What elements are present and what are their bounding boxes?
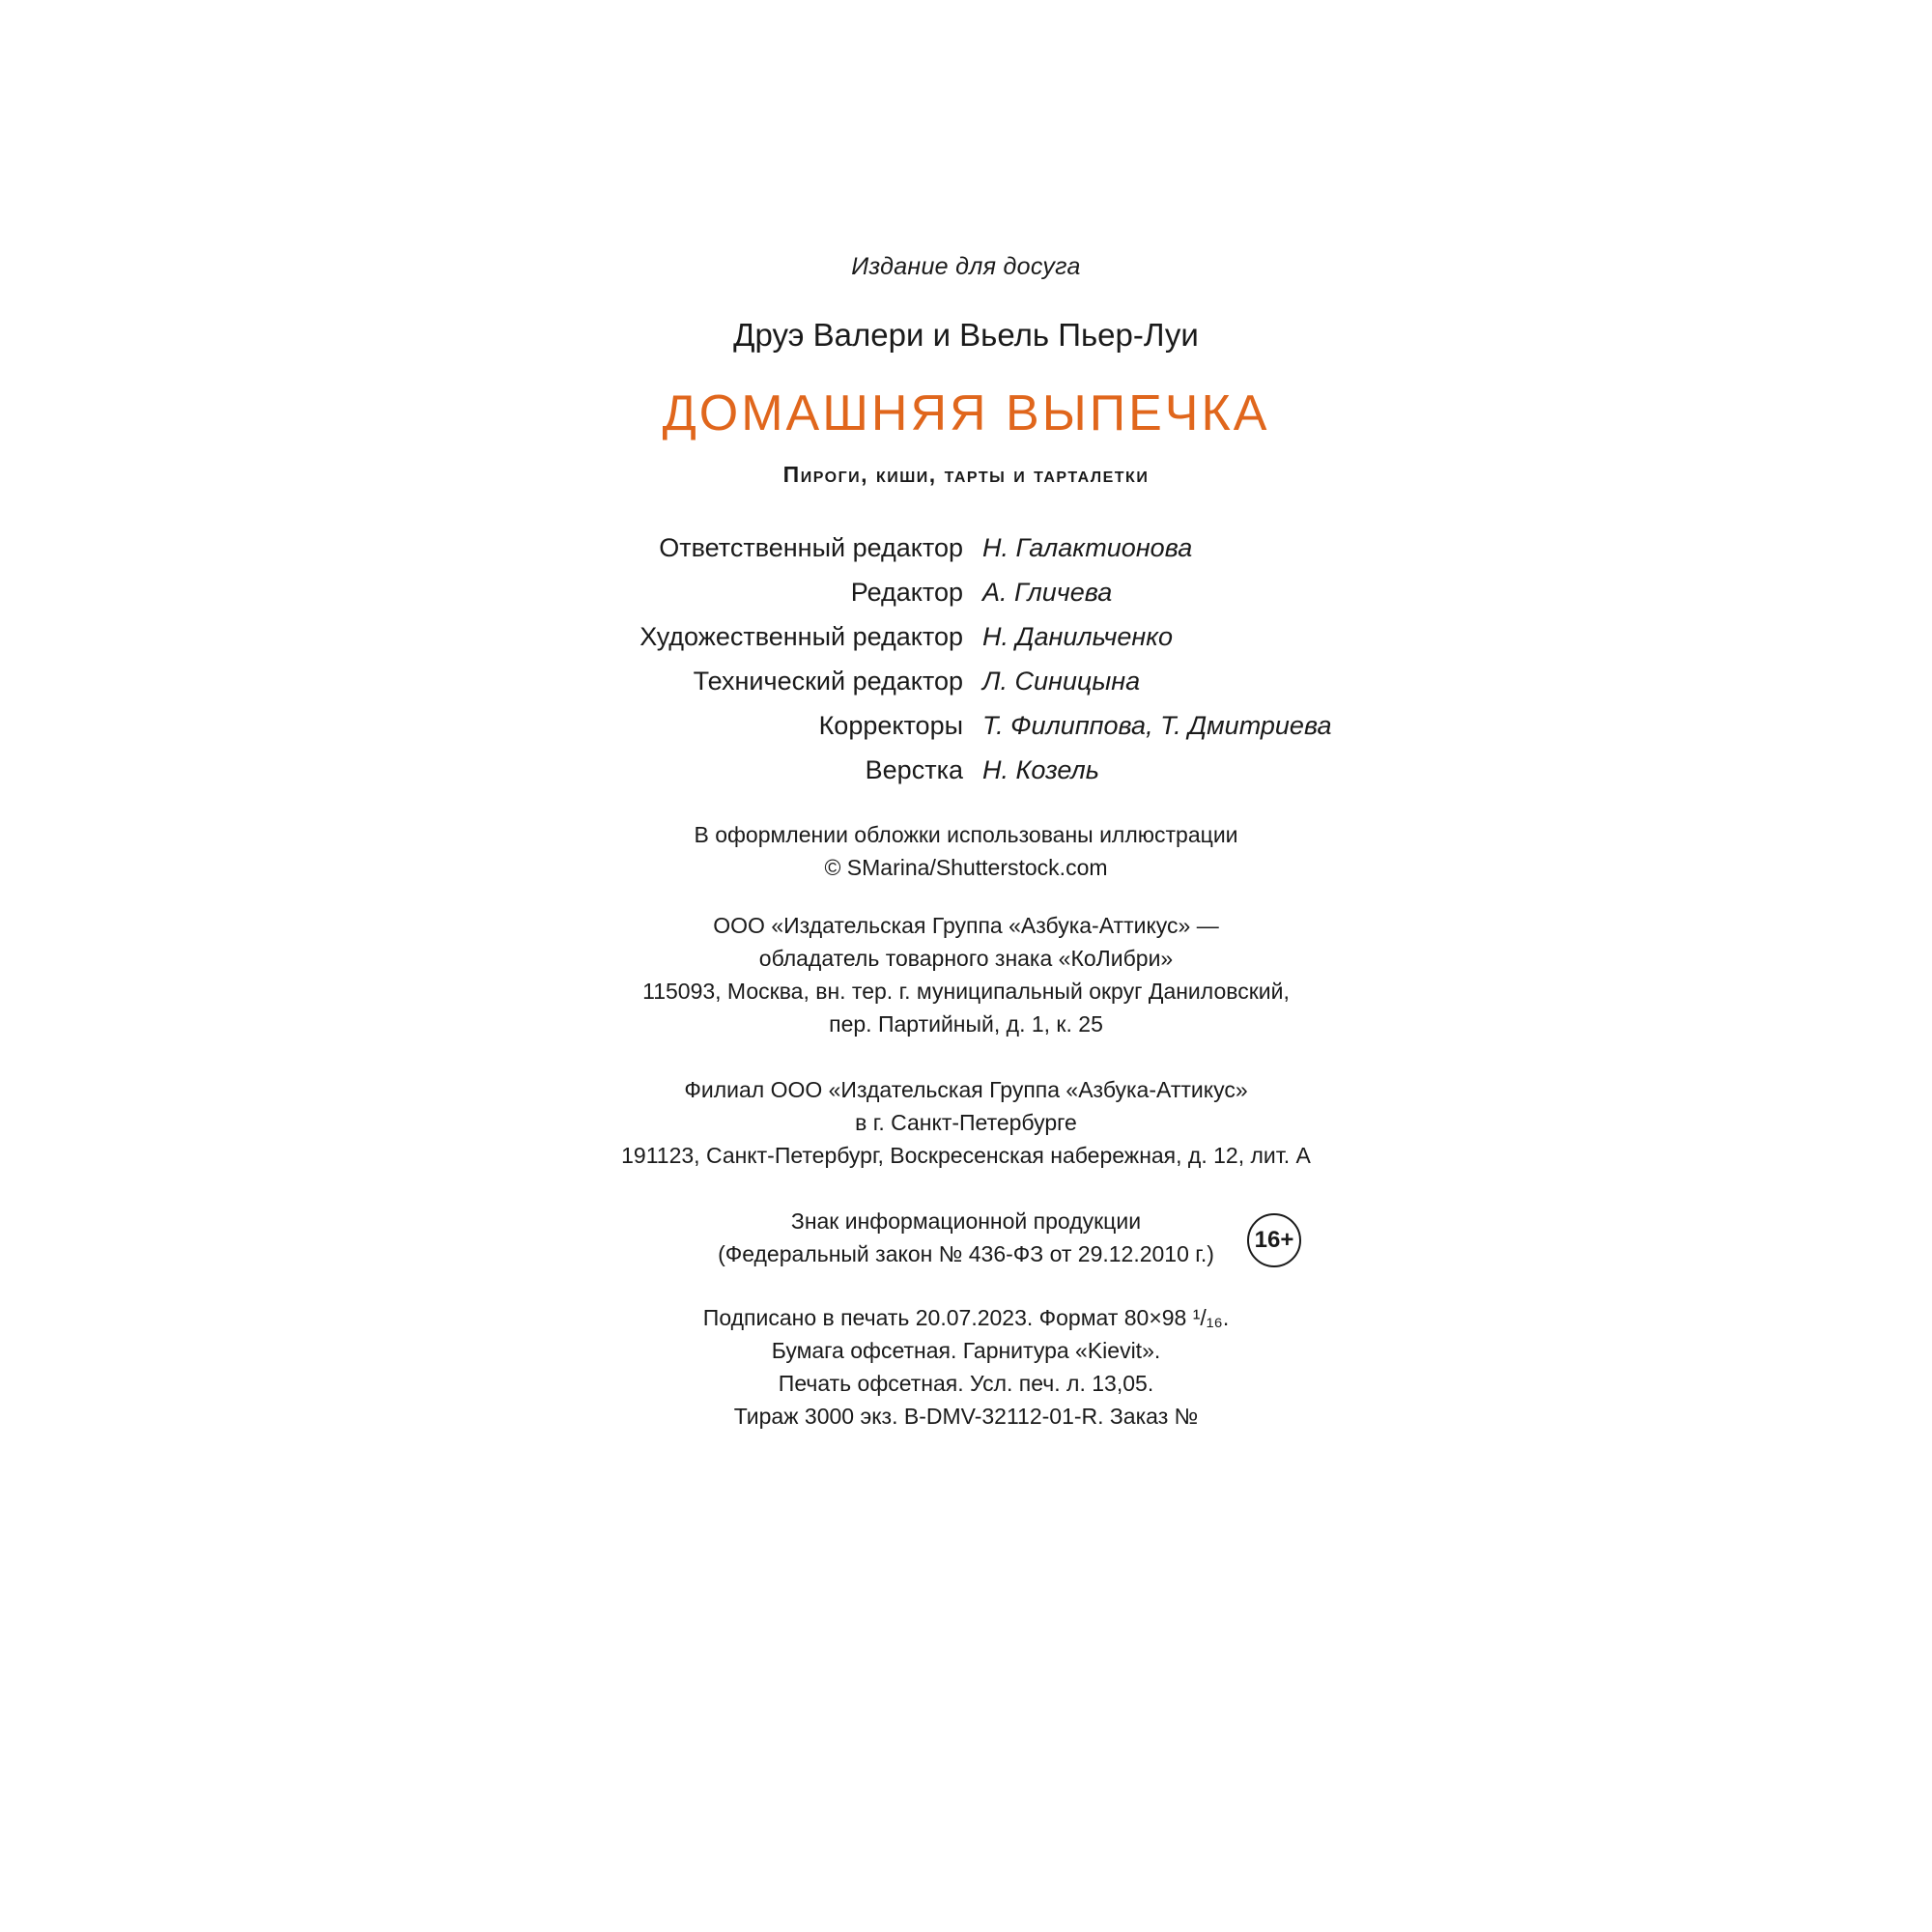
credit-role: Ответственный редактор bbox=[659, 533, 963, 562]
credit-name: Н. Данильченко bbox=[982, 622, 1174, 651]
text-line: ООО «Издательская Группа «Азбука-Аттикус» — bbox=[713, 913, 1219, 938]
print-info bbox=[0, 1301, 1932, 1433]
credit-row bbox=[0, 755, 1932, 800]
text-line: © SMarina/Shutterstock.com bbox=[824, 855, 1108, 880]
text-line: 191123, Санкт-Петербург, Воскресенская набережная, д. 12, лит. А bbox=[621, 1143, 1311, 1168]
text-line: Бумага офсетная. Гарнитура «Kievit». bbox=[771, 1338, 1161, 1363]
text-line: В оформлении обложки использованы иллюстрации bbox=[694, 822, 1238, 847]
credit-row bbox=[0, 667, 1932, 711]
text-line: Тираж 3000 экз. B-DMV-32112-01-R. Заказ № bbox=[733, 1404, 1199, 1429]
info-sign bbox=[0, 1205, 1932, 1270]
text-line: (Федеральный закон № 436-ФЗ от 29.12.2010 г.) bbox=[718, 1241, 1214, 1266]
credit-role: Редактор bbox=[850, 578, 963, 607]
credit-name: Л. Синицына bbox=[982, 667, 1141, 696]
credit-row bbox=[0, 622, 1932, 667]
credit-role: Корректоры bbox=[818, 711, 963, 740]
text-line: пер. Партийный, д. 1, к. 25 bbox=[829, 1011, 1103, 1037]
age-rating-badge: 16+ bbox=[1247, 1213, 1301, 1267]
credit-role: Верстка bbox=[865, 755, 963, 784]
text-line: обладатель товарного знака «КоЛибри» bbox=[758, 946, 1174, 971]
credit-role: Художественный редактор bbox=[639, 622, 963, 651]
credit-role: Технический редактор bbox=[693, 667, 963, 696]
credit-row bbox=[0, 533, 1932, 578]
authors: Друэ Валери и Вьель Пьер-Луи bbox=[733, 317, 1199, 353]
book-title: ДОМАШНЯЯ ВЫПЕЧКА bbox=[662, 385, 1270, 441]
text-line: Знак информационной продукции bbox=[790, 1208, 1142, 1234]
text-line: 115093, Москва, вн. тер. г. муниципальный округ Даниловский, bbox=[642, 979, 1290, 1004]
credit-name: Н. Козель bbox=[982, 755, 1099, 784]
branch-info bbox=[0, 1073, 1932, 1172]
credit-name: А. Гличева bbox=[982, 578, 1113, 607]
illustrations-credit bbox=[0, 818, 1932, 884]
text-line: Филиал ООО «Издательская Группа «Азбука-Аттикус» bbox=[684, 1077, 1248, 1102]
publisher-info bbox=[0, 909, 1932, 1040]
text-line: Подписано в печать 20.07.2023. Формат 80×98 ¹/₁₆. bbox=[702, 1305, 1230, 1330]
credit-row bbox=[0, 711, 1932, 755]
book-subtitle: Пироги, киши, тарты и тарталетки bbox=[782, 462, 1150, 487]
credit-name: Т. Филиппова, Т. Дмитриева bbox=[982, 711, 1332, 740]
credit-name: Н. Галактионова bbox=[982, 533, 1193, 562]
text-line: в г. Санкт-Петербурге bbox=[855, 1110, 1077, 1135]
credits-list bbox=[0, 533, 1932, 800]
edition-label: Издание для досуга bbox=[851, 253, 1081, 280]
credit-row bbox=[0, 578, 1932, 622]
text-line: Печать офсетная. Усл. печ. л. 13,05. bbox=[778, 1371, 1154, 1396]
